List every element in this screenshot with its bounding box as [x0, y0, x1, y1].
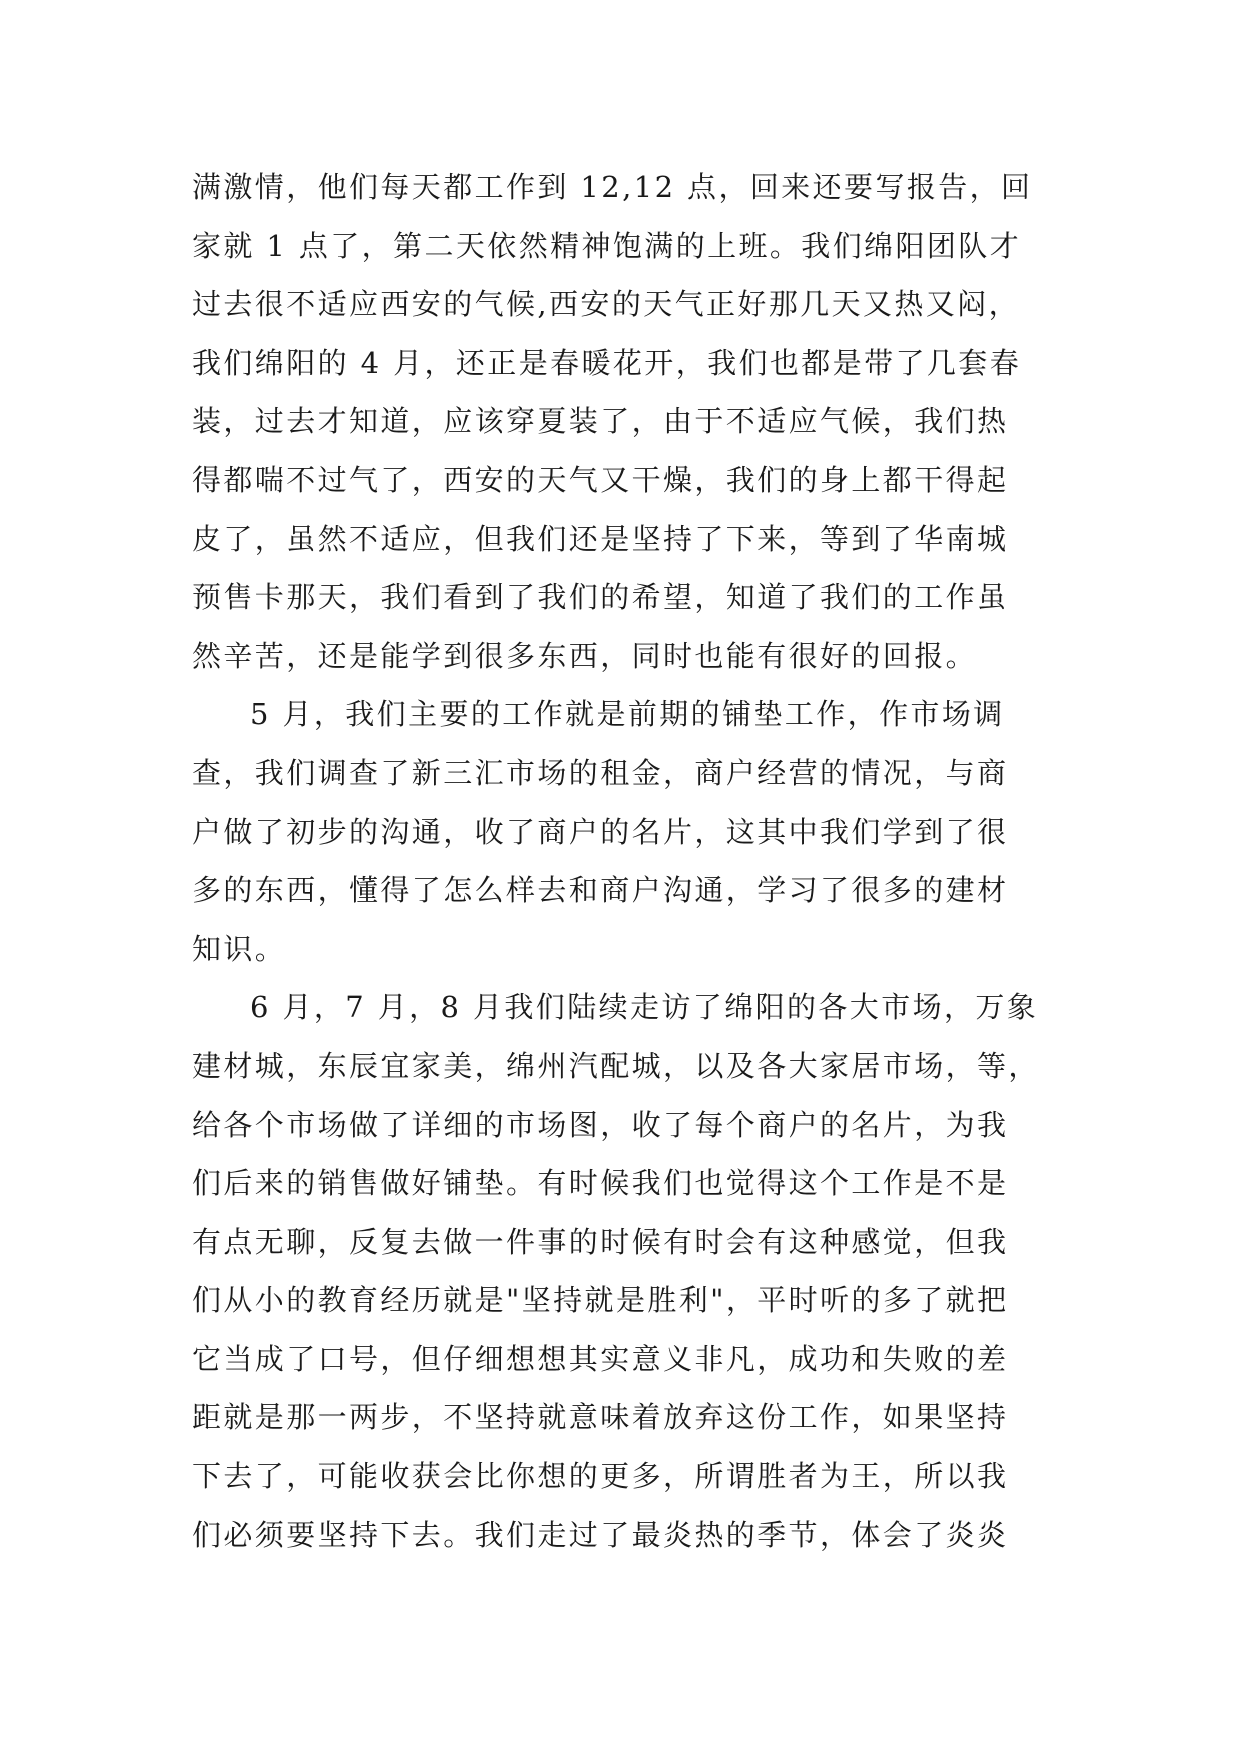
text-line: 给各个市场做了详细的市场图，收了每个商户的名片，为我 — [192, 1107, 1009, 1142]
text-line: 过去很不适应西安的气候,西安的天气正好那几天又热又闷， — [192, 287, 1021, 322]
text-line: 们从小的教育经历就是"坚持就是胜利"，平时听的多了就把 — [192, 1283, 1009, 1318]
text-line: 有点无聊，反复去做一件事的时候有时会有这种感觉，但我 — [192, 1224, 1009, 1259]
body-text — [192, 158, 1072, 1564]
paragraph-start-line: 6 月，7 月，8 月我们陆续走访了绵阳的各大市场，万象 — [250, 990, 1039, 1025]
text-line: 得都喘不过气了，西安的天气又干燥，我们的身上都干得起 — [192, 462, 1009, 497]
text-line: 它当成了口号，但仔细想想其实意义非凡，成功和失败的差 — [192, 1341, 1009, 1376]
text-line: 们必须要坚持下去。我们走过了最炎热的季节，体会了炎炎 — [192, 1517, 1009, 1552]
text-line: 户做了初步的沟通，收了商户的名片，这其中我们学到了很 — [192, 814, 1009, 849]
text-line: 预售卡那天，我们看到了我们的希望，知道了我们的工作虽 — [192, 580, 1009, 615]
paragraph-start-line: 5 月，我们主要的工作就是前期的铺垫工作，作市场调 — [250, 697, 1005, 732]
text-line: 装，过去才知道，应该穿夏装了，由于不适应气候，我们热 — [192, 404, 1009, 439]
text-line: 皮了，虽然不适应，但我们还是坚持了下来，等到了华南城 — [192, 521, 1009, 556]
text-line: 查，我们调查了新三汇市场的租金，商户经营的情况，与商 — [192, 755, 1009, 790]
text-line: 知识。 — [192, 931, 287, 966]
text-line: 满激情，他们每天都工作到 12,12 点，回来还要写报告，回 — [192, 170, 1033, 204]
text-line: 我们绵阳的 4 月，还正是春暖花开，我们也都是带了几套春 — [192, 345, 1022, 380]
text-line: 距就是那一两步，不坚持就意味着放弃这份工作，如果坚持 — [192, 1400, 1009, 1435]
text-line: 们后来的销售做好铺垫。有时候我们也觉得这个工作是不是 — [192, 1166, 1009, 1201]
text-line: 家就 1 点了，第二天依然精神饱满的上班。我们绵阳团队才 — [192, 228, 1022, 263]
text-line: 建材城，东辰宜家美，绵州汽配城，以及各大家居市场，等， — [192, 1048, 1040, 1083]
text-line: 然辛苦，还是能学到很多东西，同时也能有很好的回报。 — [192, 638, 978, 673]
text-line: 多的东西，懂得了怎么样去和商户沟通，学习了很多的建材 — [192, 873, 1009, 908]
text-line: 下去了，可能收获会比你想的更多，所谓胜者为王，所以我 — [192, 1459, 1009, 1494]
